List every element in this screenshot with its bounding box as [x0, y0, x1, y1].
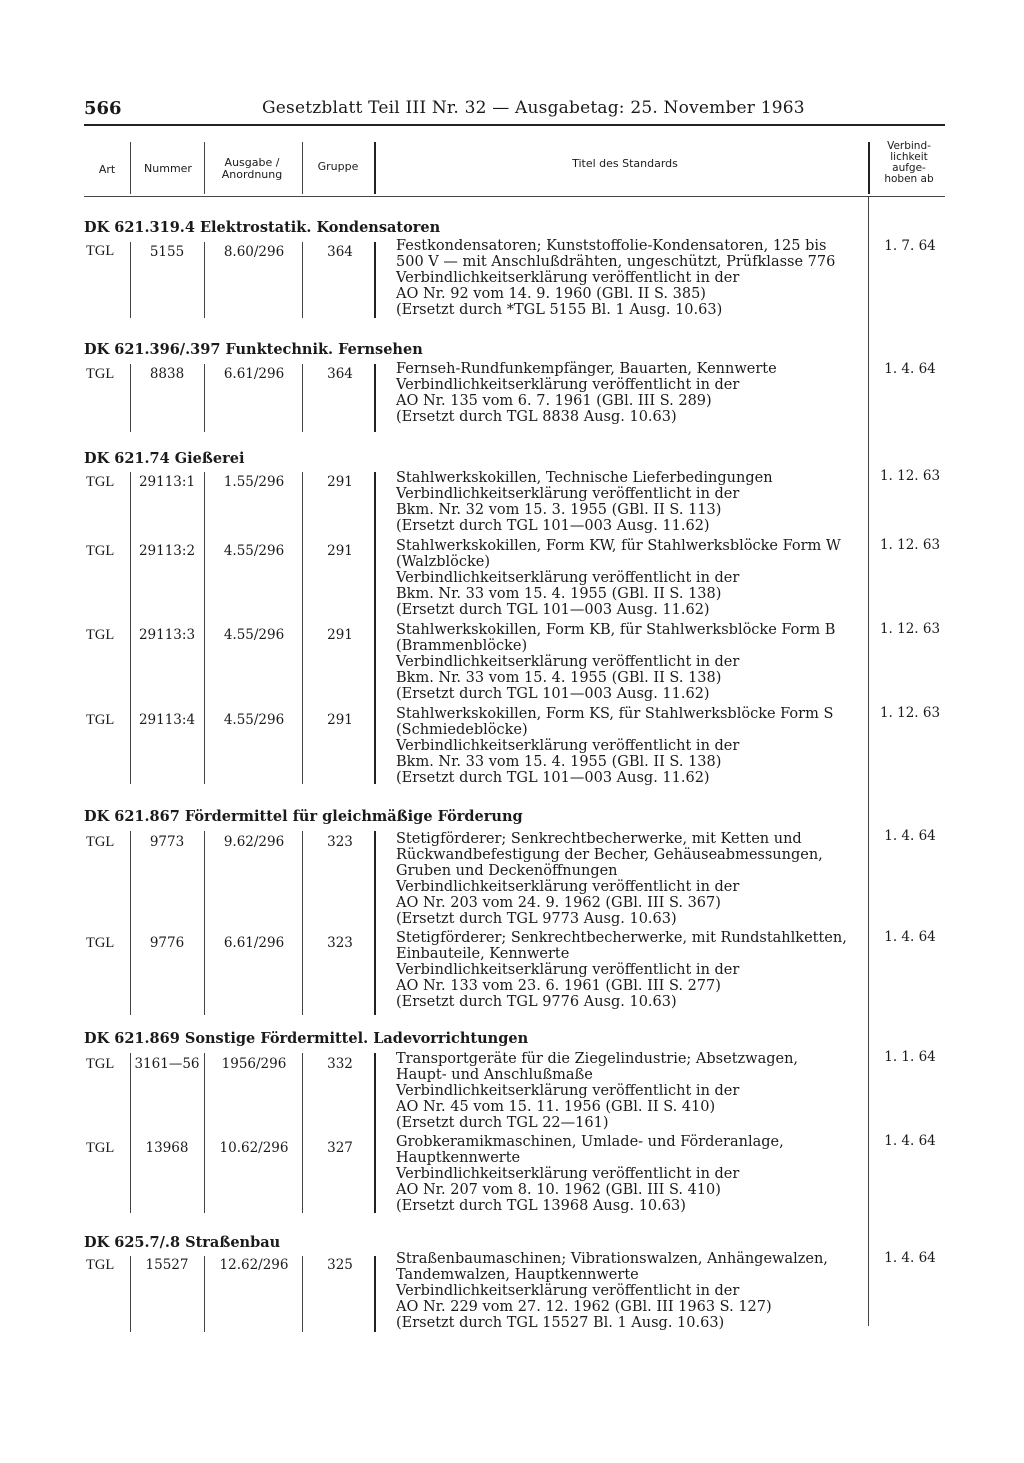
entry-ausgabe: 6.61/296: [223, 366, 285, 382]
entry-gruppe: 364: [327, 244, 353, 260]
entry-art: TGL: [86, 935, 115, 951]
entry-nummer: 3161—56: [134, 1056, 200, 1072]
entry-ausgabe: 1.55/296: [223, 474, 285, 490]
entry-nummer: 29113:1: [138, 474, 196, 490]
title-line: (Ersetzt durch TGL 9776 Ausg. 10.63): [396, 994, 677, 1010]
title-line: (Ersetzt durch TGL 13968 Ausg. 10.63): [396, 1198, 686, 1214]
title-line: Verbindlichkeitserklärung veröffentlicht in der: [396, 486, 740, 502]
title-line: Tandemwalzen, Hauptkennwerte: [396, 1267, 639, 1283]
title-line: Stahlwerkskokillen, Form KS, für Stahlwerksblöcke Form S: [396, 706, 834, 722]
entry-art: TGL: [86, 543, 115, 559]
row-sep-ausgabe: [302, 364, 303, 432]
entry-art: TGL: [86, 1140, 115, 1156]
title-line: Bkm. Nr. 32 vom 15. 3. 1955 (GBl. II S. 113): [396, 502, 722, 518]
row-sep-ausgabe: [302, 1053, 303, 1213]
title-line: Rückwandbefestigung der Becher, Gehäuseabmessungen,: [396, 847, 823, 863]
col-head-verbindlich-line3: aufge-: [892, 162, 926, 174]
row-sep-gruppe: [374, 831, 376, 1015]
running-header: Gesetzblatt Teil III Nr. 32 — Ausgabetag: 25. November 1963: [262, 98, 805, 118]
title-line: AO Nr. 133 vom 23. 6. 1961 (GBl. III S. 277): [396, 978, 721, 994]
title-line: Bkm. Nr. 33 vom 15. 4. 1955 (GBl. II S. 138): [396, 754, 722, 770]
entry-gruppe: 291: [327, 543, 353, 559]
row-sep-gruppe: [374, 1053, 376, 1213]
entry-ausgabe: 8.60/296: [223, 244, 285, 260]
row-sep-nummer: [204, 242, 205, 318]
title-line: AO Nr. 207 vom 8. 10. 1962 (GBl. III S. 410): [396, 1182, 721, 1198]
title-line: (Ersetzt durch TGL 22—161): [396, 1115, 609, 1131]
entry-date: 1. 7. 64: [884, 238, 936, 254]
title-line: Fernseh-Rundfunkempfänger, Bauarten, Kennwerte: [396, 361, 777, 377]
title-line: Haupt- und Anschlußmaße: [396, 1067, 593, 1083]
title-line: AO Nr. 135 vom 6. 7. 1961 (GBl. III S. 289): [396, 393, 712, 409]
title-line: Verbindlichkeitserklärung veröffentlicht in der: [396, 879, 740, 895]
row-sep-gruppe: [374, 472, 376, 784]
title-line: (Ersetzt durch TGL 9773 Ausg. 10.63): [396, 911, 677, 927]
row-sep-gruppe: [374, 364, 376, 432]
entry-art: TGL: [86, 627, 115, 643]
entry-date: 1. 4. 64: [884, 361, 936, 377]
row-sep-nummer: [204, 364, 205, 432]
title-line: (Ersetzt durch TGL 101—003 Ausg. 11.62): [396, 518, 710, 534]
entry-art: TGL: [86, 1257, 115, 1273]
title-line: (Walzblöcke): [396, 554, 491, 570]
title-line: Stahlwerkskokillen, Form KB, für Stahlwerksblöcke Form B: [396, 622, 836, 638]
title-line: Verbindlichkeitserklärung veröffentlicht in der: [396, 270, 740, 286]
title-line: Stetigförderer; Senkrechtbecherwerke, mit Ketten und: [396, 831, 802, 847]
entry-art: TGL: [86, 366, 115, 382]
title-line: Bkm. Nr. 33 vom 15. 4. 1955 (GBl. II S. 138): [396, 670, 722, 686]
page-number: 566: [84, 98, 122, 119]
title-line: Gruben und Deckenöffnungen: [396, 863, 618, 879]
entry-title: [396, 706, 866, 786]
head-sep-5: [868, 142, 870, 194]
entry-gruppe: 323: [327, 834, 353, 850]
entry-title: [396, 238, 866, 318]
entry-nummer: 13968: [145, 1140, 189, 1156]
title-line: Transportgeräte für die Ziegelindustrie; Absetzwagen,: [396, 1051, 799, 1067]
entry-ausgabe: 1956/296: [221, 1056, 287, 1072]
entry-nummer: 5155: [149, 244, 185, 260]
row-sep-art: [130, 831, 131, 1015]
title-line: Stahlwerkskokillen, Technische Lieferbedingungen: [396, 470, 773, 486]
entry-art: TGL: [86, 834, 115, 850]
title-line: 500 V — mit Anschlußdrähten, ungeschützt, Prüfklasse 776: [396, 254, 836, 270]
entry-ausgabe: 9.62/296: [223, 834, 285, 850]
entry-title: [396, 1051, 866, 1131]
col-head-verbindlich-line2: lichkeit: [890, 151, 928, 163]
entry-title: [396, 470, 866, 534]
col-head-verbindlich-line1: Verbind-: [887, 140, 931, 152]
row-sep-ausgabe: [302, 472, 303, 784]
entry-title: [396, 1134, 866, 1214]
title-line: Verbindlichkeitserklärung veröffentlicht in der: [396, 962, 740, 978]
entry-date: 1. 4. 64: [884, 929, 936, 945]
header-rule: [84, 124, 945, 126]
entry-gruppe: 291: [327, 627, 353, 643]
title-line: AO Nr. 92 vom 14. 9. 1960 (GBl. II S. 385): [396, 286, 706, 302]
head-sep-3: [302, 142, 303, 194]
entry-gruppe: 364: [327, 366, 353, 382]
entry-art: TGL: [86, 474, 115, 490]
title-line: Festkondensatoren; Kunststoffolie-Kondensatoren, 125 bis: [396, 238, 827, 254]
entry-nummer: 9773: [149, 834, 185, 850]
entry-title: [396, 361, 866, 425]
row-sep-art: [130, 364, 131, 432]
title-line: AO Nr. 203 vom 24. 9. 1962 (GBl. III S. 367): [396, 895, 721, 911]
row-sep-ausgabe: [302, 1256, 303, 1332]
entry-date: 1. 1. 64: [884, 1049, 936, 1065]
col-head-titel: Titel des Standards: [572, 157, 678, 170]
title-line: Verbindlichkeitserklärung veröffentlicht in der: [396, 377, 740, 393]
title-line: (Schmiedeblöcke): [396, 722, 528, 738]
col-head-art: Art: [98, 163, 116, 176]
entry-art: TGL: [86, 1056, 115, 1072]
title-line: AO Nr. 229 vom 27. 12. 1962 (GBl. III 1963 S. 127): [396, 1299, 772, 1315]
entry-gruppe: 291: [327, 474, 353, 490]
entry-nummer: 8838: [149, 366, 185, 382]
title-line: Straßenbaumaschinen; Vibrationswalzen, Anhängewalzen,: [396, 1251, 828, 1267]
section-heading: DK 621.869 Sonstige Fördermittel. Ladevorrichtungen: [84, 1030, 529, 1047]
row-sep-art: [130, 472, 131, 784]
col-head-ausgabe: [206, 157, 298, 181]
section-heading: DK 621.319.4 Elektrostatik. Kondensatoren: [84, 219, 441, 236]
column-head-rule: [84, 196, 945, 197]
entry-title: [396, 831, 866, 927]
title-line: (Ersetzt durch TGL 101—003 Ausg. 11.62): [396, 770, 710, 786]
title-line: (Ersetzt durch TGL 15527 Bl. 1 Ausg. 10.63): [396, 1315, 725, 1331]
entry-date: 1. 12. 63: [879, 468, 941, 484]
title-line: Hauptkennwerte: [396, 1150, 521, 1166]
entry-nummer: 9776: [149, 935, 185, 951]
title-line: Einbauteile, Kennwerte: [396, 946, 570, 962]
entry-title: [396, 930, 866, 1010]
title-line: Verbindlichkeitserklärung veröffentlicht in der: [396, 1166, 740, 1182]
col-head-ausgabe-line1: Ausgabe /: [224, 156, 280, 169]
entry-date: 1. 12. 63: [879, 705, 941, 721]
row-sep-nummer: [204, 472, 205, 784]
title-line: Bkm. Nr. 33 vom 15. 4. 1955 (GBl. II S. 138): [396, 586, 722, 602]
title-line: Verbindlichkeitserklärung veröffentlicht in der: [396, 1283, 740, 1299]
title-line: (Ersetzt durch TGL 101—003 Ausg. 11.62): [396, 686, 710, 702]
entry-date: 1. 4. 64: [884, 1133, 936, 1149]
col-head-gruppe: Gruppe: [317, 160, 359, 173]
row-sep-art: [130, 242, 131, 318]
entry-art: TGL: [86, 712, 115, 728]
title-line: Verbindlichkeitserklärung veröffentlicht in der: [396, 570, 740, 586]
entry-date: 1. 4. 64: [884, 828, 936, 844]
title-line: (Ersetzt durch TGL 101—003 Ausg. 11.62): [396, 602, 710, 618]
title-line: (Ersetzt durch TGL 8838 Ausg. 10.63): [396, 409, 677, 425]
entry-nummer: 29113:3: [138, 627, 196, 643]
row-sep-gruppe: [374, 1256, 376, 1332]
col-head-verbindlich: [872, 141, 946, 185]
title-line: Grobkeramikmaschinen, Umlade- und Förderanlage,: [396, 1134, 784, 1150]
entry-ausgabe: 6.61/296: [223, 935, 285, 951]
head-sep-4: [374, 142, 376, 194]
row-sep-art: [130, 1256, 131, 1332]
entry-title: [396, 1251, 866, 1331]
entry-ausgabe: 4.55/296: [223, 543, 285, 559]
entry-date: 1. 4. 64: [884, 1250, 936, 1266]
head-sep-1: [130, 142, 131, 194]
title-line: (Ersetzt durch *TGL 5155 Bl. 1 Ausg. 10.63): [396, 302, 723, 318]
entry-gruppe: 291: [327, 712, 353, 728]
section-heading: DK 621.396/.397 Funktechnik. Fernsehen: [84, 341, 423, 358]
right-column-rule: [868, 196, 869, 1326]
entry-ausgabe: 12.62/296: [219, 1257, 289, 1273]
entry-ausgabe: 4.55/296: [223, 627, 285, 643]
title-line: Verbindlichkeitserklärung veröffentlicht in der: [396, 1083, 740, 1099]
row-sep-ausgabe: [302, 242, 303, 318]
entry-nummer: 15527: [145, 1257, 189, 1273]
section-heading: DK 621.867 Fördermittel für gleichmäßige Förderung: [84, 808, 523, 825]
entry-gruppe: 323: [327, 935, 353, 951]
title-line: AO Nr. 45 vom 15. 11. 1956 (GBl. II S. 410): [396, 1099, 716, 1115]
title-line: Verbindlichkeitserklärung veröffentlicht in der: [396, 738, 740, 754]
head-sep-2: [204, 142, 205, 194]
entry-ausgabe: 10.62/296: [219, 1140, 289, 1156]
entry-date: 1. 12. 63: [879, 621, 941, 637]
row-sep-art: [130, 1053, 131, 1213]
entry-date: 1. 12. 63: [879, 537, 941, 553]
entry-gruppe: 325: [327, 1257, 353, 1273]
entry-gruppe: 332: [327, 1056, 353, 1072]
title-line: Verbindlichkeitserklärung veröffentlicht in der: [396, 654, 740, 670]
entry-art: TGL: [86, 243, 115, 259]
entry-title: [396, 622, 866, 702]
row-sep-nummer: [204, 1256, 205, 1332]
entry-title: [396, 538, 866, 618]
col-head-ausgabe-line2: Anordnung: [221, 168, 283, 181]
section-heading: DK 625.7/.8 Straßenbau: [84, 1234, 281, 1251]
row-sep-nummer: [204, 831, 205, 1015]
title-line: Stahlwerkskokillen, Form KW, für Stahlwerksblöcke Form W: [396, 538, 841, 554]
col-head-nummer: Nummer: [144, 162, 192, 175]
col-head-verbindlich-line4: hoben ab: [884, 173, 934, 185]
title-line: (Brammenblöcke): [396, 638, 528, 654]
entry-gruppe: 327: [327, 1140, 353, 1156]
entry-nummer: 29113:4: [138, 712, 196, 728]
row-sep-nummer: [204, 1053, 205, 1213]
entry-nummer: 29113:2: [138, 543, 196, 559]
row-sep-gruppe: [374, 242, 376, 318]
title-line: Stetigförderer; Senkrechtbecherwerke, mit Rundstahlketten,: [396, 930, 847, 946]
entry-ausgabe: 4.55/296: [223, 712, 285, 728]
row-sep-ausgabe: [302, 831, 303, 1015]
section-heading: DK 621.74 Gießerei: [84, 450, 245, 467]
